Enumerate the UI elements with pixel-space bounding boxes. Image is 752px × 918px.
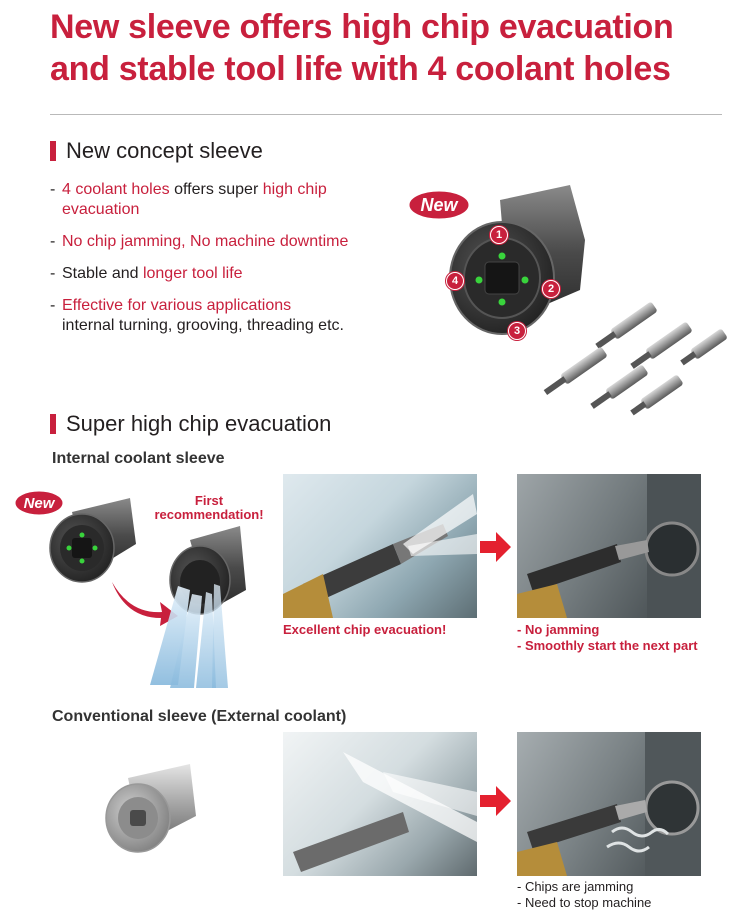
bullet-highlight: high chip	[262, 181, 327, 198]
caption-no-jamming: - No jamming	[517, 622, 600, 637]
caption-smooth-start: - Smoothly start the next part	[517, 638, 698, 653]
coolant-hole-icon	[522, 277, 529, 284]
bullet-highlight: No chip jamming, No machine downtime	[62, 233, 349, 250]
photo-conventional-jamming	[517, 732, 701, 876]
page-title-line-1: New sleeve offers high chip evacuation	[50, 8, 674, 46]
bullet-highlight: 4 coolant holes	[62, 181, 170, 198]
subheading-internal-coolant: Internal coolant sleeve	[52, 450, 225, 467]
right-arrow-icon	[478, 530, 512, 564]
coolant-hole-icon	[499, 299, 506, 306]
bullet-dash: -	[50, 181, 56, 198]
caption-stop-machine: - Need to stop machine	[517, 895, 652, 910]
bullet-dash: -	[50, 233, 56, 250]
right-arrow-icon	[478, 784, 512, 818]
hole-number-4: 4	[446, 272, 464, 290]
bullet-no-jamming	[50, 232, 348, 252]
conventional-sleeve-illustration	[98, 760, 208, 860]
boring-bars-illustration	[530, 290, 730, 420]
bullet-dash: -	[50, 265, 56, 282]
bullet-highlight-line2: evacuation	[62, 201, 140, 218]
hole-number-1: 1	[490, 226, 508, 244]
new-badge-text: New	[420, 194, 458, 215]
section-marker	[50, 141, 56, 161]
photo-internal-no-jamming	[517, 474, 701, 618]
first-recommendation-line2: recommendation!	[154, 507, 264, 522]
section-heading-text: New concept sleeve	[66, 138, 263, 163]
bullet-dash: -	[50, 297, 56, 314]
coolant-hole-icon	[499, 253, 506, 260]
subheading-conventional-sleeve: Conventional sleeve (External coolant)	[52, 708, 347, 725]
hole-number-3: 3	[508, 322, 526, 340]
coolant-hole-icon	[476, 277, 483, 284]
section-heading-text: Super high chip evacuation	[66, 411, 332, 436]
section-marker	[50, 414, 56, 434]
caption-excellent-evacuation: Excellent chip evacuation!	[283, 622, 447, 637]
caption-chips-jamming: - Chips are jamming	[517, 879, 634, 894]
bullet-coolant-holes	[50, 180, 327, 220]
title-divider	[50, 114, 722, 115]
bullet-highlight: longer tool life	[142, 265, 243, 282]
new-badge-text: New	[23, 494, 55, 512]
bullet-text: Stable and	[62, 265, 143, 282]
bullet-applications	[50, 296, 344, 336]
sleeve-coolant-jets-illustration	[150, 520, 250, 690]
section-heading-new-concept	[50, 138, 263, 164]
first-recommendation-line1: First	[194, 493, 224, 508]
bullet-text: offers super	[169, 181, 263, 198]
bullet-subtext: internal turning, grooving, threading etc.	[62, 317, 344, 334]
internal-sleeve-illustration	[42, 494, 142, 584]
hole-number-2: 2	[542, 280, 560, 298]
bullet-tool-life	[50, 264, 243, 284]
bullet-highlight: Effective for various applications	[62, 297, 292, 314]
section-heading-chip-evacuation	[50, 411, 331, 437]
photo-internal-evacuation	[283, 474, 477, 618]
page-title-line-2: and stable tool life with 4 coolant holes	[50, 50, 671, 88]
photo-conventional-coolant	[283, 732, 477, 876]
first-recommendation-label	[150, 494, 268, 522]
